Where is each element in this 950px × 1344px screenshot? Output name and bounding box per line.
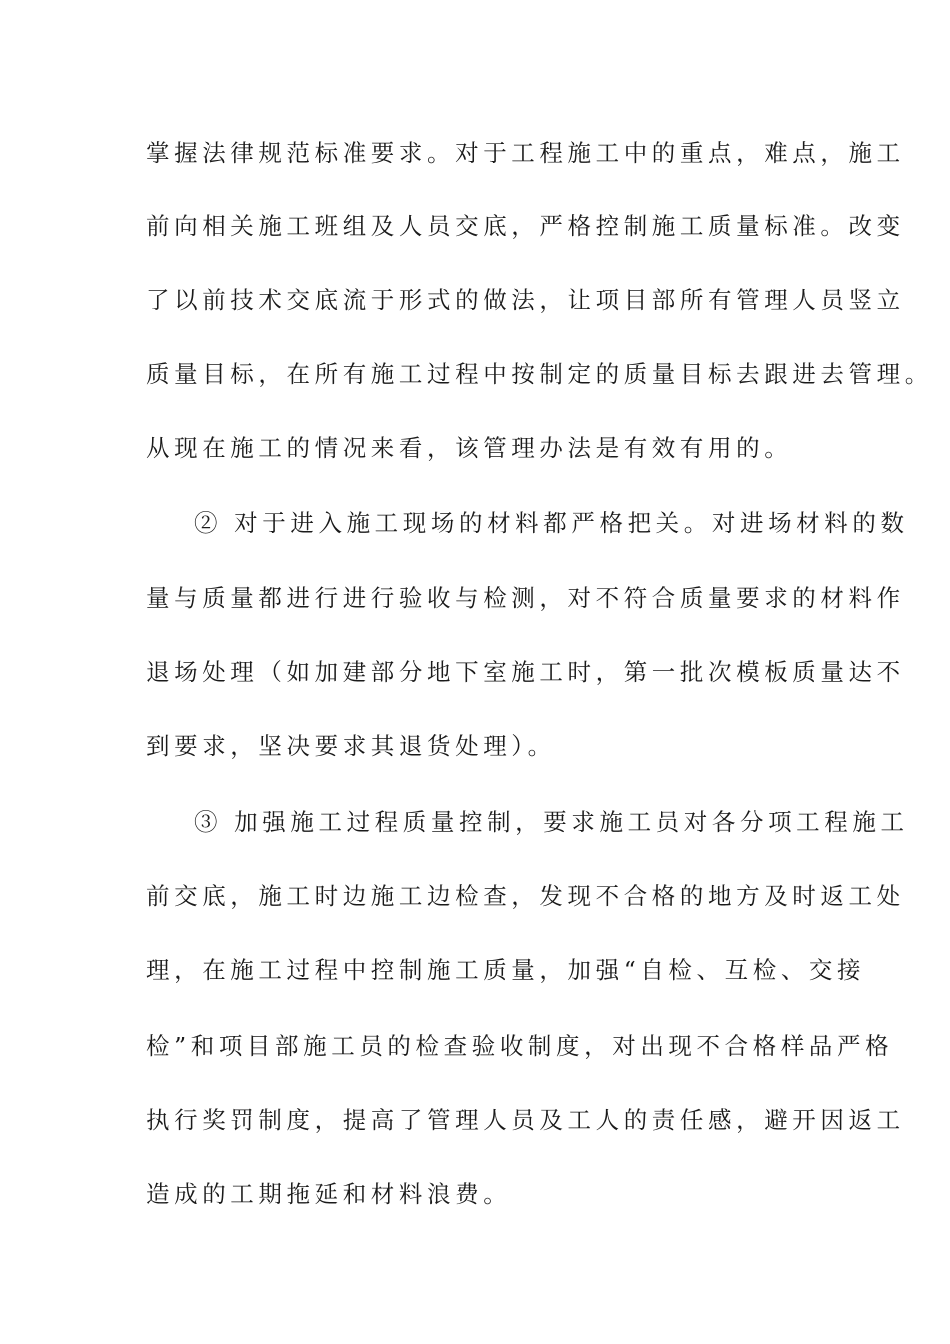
text-line: 理，在施工过程中控制施工质量，加强“自检、互检、交接 xyxy=(146,956,866,984)
paragraph-start-line: ② 对于进入施工现场的材料都严格把关。对进场材料的数 xyxy=(194,509,909,537)
text-line: 质量目标，在所有施工过程中按制定的质量目标去跟进去管理。 xyxy=(146,360,933,388)
text-line: 了以前技术交底流于形式的做法，让项目部所有管理人员竖立 xyxy=(146,286,905,314)
text-line: 前向相关施工班组及人员交底，严格控制施工质量标准。改变 xyxy=(146,212,905,240)
text-line: 造成的工期拖延和材料浪费。 xyxy=(146,1180,512,1208)
text-line: 前交底，施工时边施工边检查，发现不合格的地方及时返工处 xyxy=(146,882,905,910)
text-line: 量与质量都进行进行验收与检测，对不符合质量要求的材料作 xyxy=(146,584,905,612)
paragraph-start-line: ③ 加强施工过程质量控制，要求施工员对各分项工程施工 xyxy=(194,808,909,836)
text-line: 执行奖罚制度，提高了管理人员及工人的责任感，避开因返工 xyxy=(146,1106,905,1134)
text-line: 退场处理（如加建部分地下室施工时，第一批次模板质量达不 xyxy=(146,658,905,686)
text-line: 从现在施工的情况来看，该管理办法是有效有用的。 xyxy=(146,434,793,462)
text-line: 到要求，坚决要求其退货处理）。 xyxy=(146,732,556,760)
text-line: 检”和项目部施工员的检查验收制度，对出现不合格样品严格 xyxy=(146,1032,894,1060)
text-line: 掌握法律规范标准要求。对于工程施工中的重点，难点，施工 xyxy=(146,139,905,167)
